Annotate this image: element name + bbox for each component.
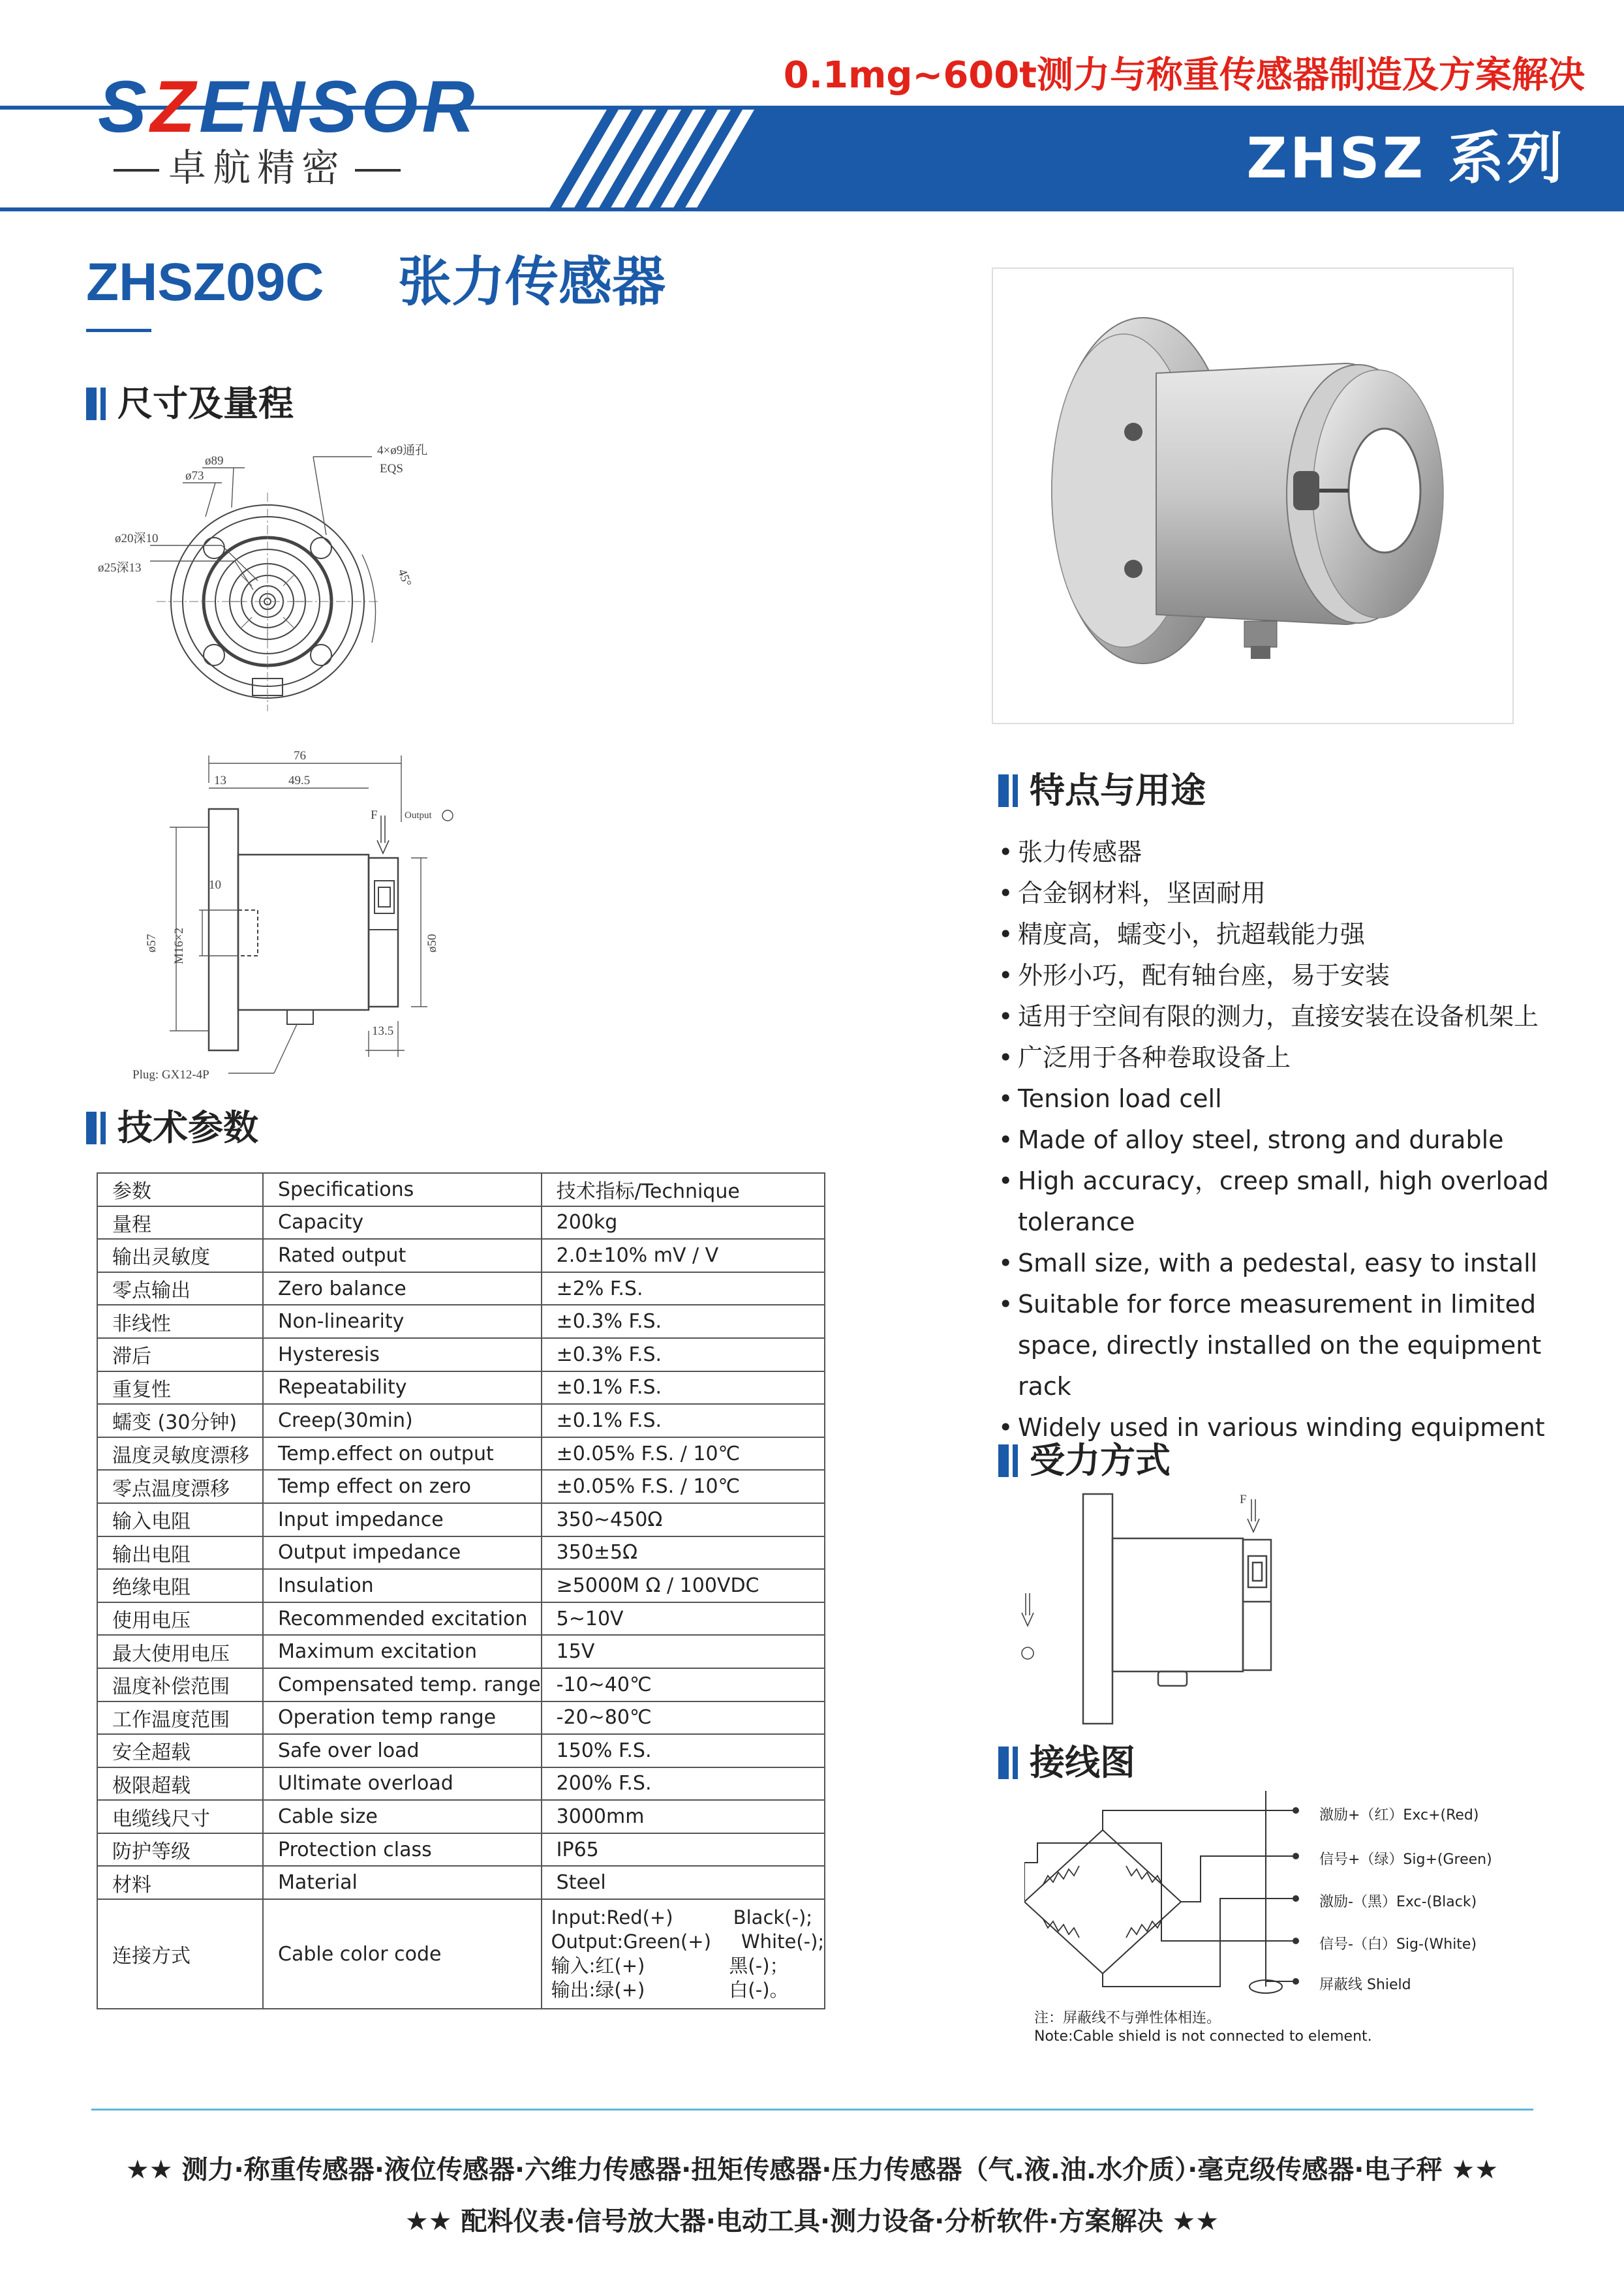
param-value: ±0.3% F.S. (542, 1338, 825, 1371)
table-row (97, 1602, 825, 1636)
svg-text:ø57: ø57 (145, 934, 159, 953)
table-row (97, 1635, 825, 1668)
param-value: 3000mm (542, 1800, 825, 1833)
table-row (97, 1305, 825, 1338)
param-value: 5~10V (542, 1602, 825, 1636)
param-value: 200% F.S. (542, 1767, 825, 1801)
cable-line: 输入:红(+) 黑(-)； (551, 1955, 789, 1977)
table-row (97, 1569, 825, 1602)
header-cell: Specifications (263, 1173, 542, 1206)
param-en: Hysteresis (263, 1338, 542, 1371)
param-cn: 非线性 (97, 1305, 263, 1338)
param-value: ±0.05% F.S. / 10℃ (542, 1437, 825, 1471)
cable-line: 输出:绿(+) 白(-)。 (551, 1979, 789, 2002)
param-en: Zero balance (263, 1272, 542, 1305)
svg-text:M16×2: M16×2 (172, 927, 186, 964)
wiring-diagram (1024, 1791, 1311, 2000)
param-en: Temp.effect on output (263, 1437, 542, 1471)
table-row (97, 1767, 825, 1801)
svg-text:10: 10 (209, 878, 221, 892)
table-row (97, 1206, 825, 1240)
svg-text:EQS: EQS (380, 462, 403, 476)
svg-text:F: F (371, 808, 378, 822)
table-row (97, 1371, 825, 1405)
svg-text:49.5: 49.5 (288, 774, 311, 787)
param-en: Material (263, 1866, 542, 1899)
header (0, 0, 1624, 215)
feature-item: • Widely used in various winding equipment (998, 1407, 1572, 1448)
svg-text:ø20深10: ø20深10 (115, 532, 159, 545)
product-model: ZHSZ09C (86, 252, 324, 312)
section-dimensions: 尺寸及量程 (86, 386, 294, 421)
cable-color-code (542, 1899, 825, 2009)
param-value: ±0.3% F.S. (542, 1305, 825, 1338)
section-specs: 技术参数 (86, 1110, 258, 1146)
wire-label: 信号+（绿）Sig+(Green) (1319, 1852, 1492, 1868)
param-en: Temp effect on zero (263, 1470, 542, 1503)
wire-label: 激励+（红）Exc+(Red) (1319, 1807, 1479, 1823)
wiring-note-cn: 注：屏蔽线不与弹性体相连。 (1034, 2010, 1221, 2026)
logo: SZENSOR (98, 66, 479, 147)
logo-subtitle: 卓航精密 (104, 149, 410, 187)
param-value: ±0.1% F.S. (542, 1404, 825, 1437)
spec-table (97, 1172, 825, 2009)
param-en: Maximum excitation (263, 1635, 542, 1668)
param-value: 150% F.S. (542, 1734, 825, 1767)
param-value: 2.0±10% mV / V (542, 1239, 825, 1272)
svg-text:ø73: ø73 (185, 469, 204, 483)
table-row (97, 1866, 825, 1899)
feature-item: • 适用于空间有限的测力，直接安装在设备机架上 (998, 996, 1572, 1037)
wire-label: 激励-（黑）Exc-(Black) (1319, 1894, 1477, 1910)
param-en: Creep(30min) (263, 1404, 542, 1437)
param-value: -20~80℃ (542, 1701, 825, 1735)
feature-item: • Tension load cell (998, 1078, 1572, 1120)
param-cn: 最大使用电压 (97, 1635, 263, 1668)
feature-item: • 精度高，蠕变小，抗超载能力强 (998, 914, 1572, 955)
svg-text:ø25深13: ø25深13 (98, 561, 142, 575)
series-title: ZHSZ 系列 (1246, 126, 1565, 191)
param-cn: 电缆线尺寸 (97, 1800, 263, 1833)
svg-text:45°: 45° (395, 567, 414, 588)
title-underline (86, 329, 151, 332)
svg-text:ø89: ø89 (205, 454, 224, 468)
param-value: 15V (542, 1635, 825, 1668)
param-cn: 零点输出 (97, 1272, 263, 1305)
dimension-drawing (98, 431, 463, 1096)
param-value: 200kg (542, 1206, 825, 1240)
section-loading: 受力方式 (998, 1443, 1171, 1478)
param-cn: 输出电阻 (97, 1536, 263, 1570)
param-value: ±0.1% F.S. (542, 1371, 825, 1405)
param-en: Ultimate overload (263, 1767, 542, 1801)
feature-item: • 外形小巧，配有轴台座，易于安装 (998, 955, 1572, 996)
param-cn: 安全超载 (97, 1734, 263, 1767)
param-cn: 使用电压 (97, 1602, 263, 1636)
svg-text:13.5: 13.5 (372, 1024, 394, 1038)
param-cn: 连接方式 (97, 1899, 263, 2009)
param-cn: 工作温度范围 (97, 1701, 263, 1735)
param-en: Rated output (263, 1239, 542, 1272)
table-row (97, 1701, 825, 1735)
param-en: Output impedance (263, 1536, 542, 1570)
product-name: 张力传感器 (398, 251, 666, 313)
feature-item: • Small size, with a pedestal, easy to install (998, 1243, 1572, 1284)
param-cn: 绝缘电阻 (97, 1569, 263, 1602)
feature-item: • High accuracy，creep small, high overload tolerance (998, 1161, 1572, 1243)
param-cn: 温度灵敏度漂移 (97, 1437, 263, 1471)
feature-item: • Made of alloy steel, strong and durable (998, 1120, 1572, 1161)
param-cn: 重复性 (97, 1371, 263, 1405)
param-en: Non-linearity (263, 1305, 542, 1338)
svg-text:76: 76 (294, 749, 306, 763)
feature-item: • 合金钢材料，坚固耐用 (998, 873, 1572, 914)
table-row (97, 1833, 825, 1867)
feature-item: • Suitable for force measurement in limited space, directly installed on the equipment rack (998, 1284, 1572, 1407)
param-cn: 输入电阻 (97, 1503, 263, 1536)
header-cell: 技术指标/Technique (542, 1173, 825, 1206)
table-row (97, 1503, 825, 1536)
param-cn: 零点温度漂移 (97, 1470, 263, 1503)
param-cn: 极限超载 (97, 1767, 263, 1801)
param-value: IP65 (542, 1833, 825, 1867)
param-value: ±2% F.S. (542, 1272, 825, 1305)
param-en: Cable size (263, 1800, 542, 1833)
product-photo-frame (992, 267, 1514, 724)
cable-line: Input:Red(+) Black(-); (551, 1906, 813, 1929)
svg-text:Plug: GX12-4P: Plug: GX12-4P (132, 1068, 209, 1082)
table-row-cable (97, 1899, 825, 2009)
param-en: Input impedance (263, 1503, 542, 1536)
param-value: ±0.05% F.S. / 10℃ (542, 1470, 825, 1503)
param-en: Cable color code (263, 1899, 542, 2009)
param-value: 350~450Ω (542, 1503, 825, 1536)
param-cn: 输出灵敏度 (97, 1239, 263, 1272)
param-cn: 量程 (97, 1206, 263, 1240)
param-value: -10~40℃ (542, 1668, 825, 1701)
features-list (998, 832, 1572, 1448)
section-wiring: 接线图 (998, 1745, 1135, 1780)
section-features: 特点与用途 (998, 773, 1206, 808)
table-row (97, 1668, 825, 1701)
table-row (97, 1734, 825, 1767)
table-row (97, 1800, 825, 1833)
svg-text:ø50: ø50 (425, 934, 439, 953)
wire-label: 屏蔽线 Shield (1319, 1977, 1411, 1993)
param-en: Insulation (263, 1569, 542, 1602)
table-row (97, 1404, 825, 1437)
param-cn: 防护等级 (97, 1833, 263, 1867)
param-value: Steel (542, 1866, 825, 1899)
param-en: Safe over load (263, 1734, 542, 1767)
param-en: Repeatability (263, 1371, 542, 1405)
param-value: 350±5Ω (542, 1536, 825, 1570)
table-row (97, 1536, 825, 1570)
footer-divider (91, 2109, 1533, 2111)
param-cn: 材料 (97, 1866, 263, 1899)
wire-label: 信号-（白）Sig-(White) (1319, 1936, 1477, 1953)
table-row (97, 1272, 825, 1305)
table-row (97, 1239, 825, 1272)
table-row (97, 1470, 825, 1503)
loading-diagram (1005, 1487, 1357, 1735)
header-tagline: 0.1mg~600t测力与称重传感器制造及方案解决 (783, 54, 1585, 97)
cable-line: Output:Green(+) White(-); (551, 1930, 825, 1953)
wiring-note-en: Note:Cable shield is not connected to element. (1034, 2028, 1372, 2045)
param-en: Recommended excitation (263, 1602, 542, 1636)
param-cn: 温度补偿范围 (97, 1668, 263, 1701)
param-cn: 蠕变 (30分钟) (97, 1404, 263, 1437)
param-en: Capacity (263, 1206, 542, 1240)
feature-item: • 广泛用于各种卷取设备上 (998, 1037, 1572, 1078)
header-cell: 参数 (97, 1173, 263, 1206)
svg-text:Output: Output (405, 810, 432, 821)
table-header-row (97, 1173, 825, 1206)
svg-text:4×ø9通孔: 4×ø9通孔 (377, 444, 428, 457)
table-row (97, 1338, 825, 1371)
svg-text:13: 13 (214, 774, 226, 787)
param-en: Compensated temp. range (263, 1668, 542, 1701)
param-value: ≥5000M Ω / 100VDC (542, 1569, 825, 1602)
param-en: Protection class (263, 1833, 542, 1867)
feature-item: • 张力传感器 (998, 832, 1572, 873)
svg-text:F: F (1240, 1493, 1247, 1506)
footer-products: ★★ 测力·称重传感器·液位传感器·六维力传感器·扭矩传感器·压力传感器（气.液.油.水介质）·毫克级传感器·电子秤 ★★ (125, 2155, 1499, 2185)
param-cn: 滞后 (97, 1338, 263, 1371)
product-photo (993, 269, 1512, 723)
param-en: Operation temp range (263, 1701, 542, 1735)
footer-services: ★★ 配料仪表·信号放大器·电动工具·测力设备·分析软件·方案解决 ★★ (405, 2206, 1219, 2236)
table-row (97, 1437, 825, 1471)
